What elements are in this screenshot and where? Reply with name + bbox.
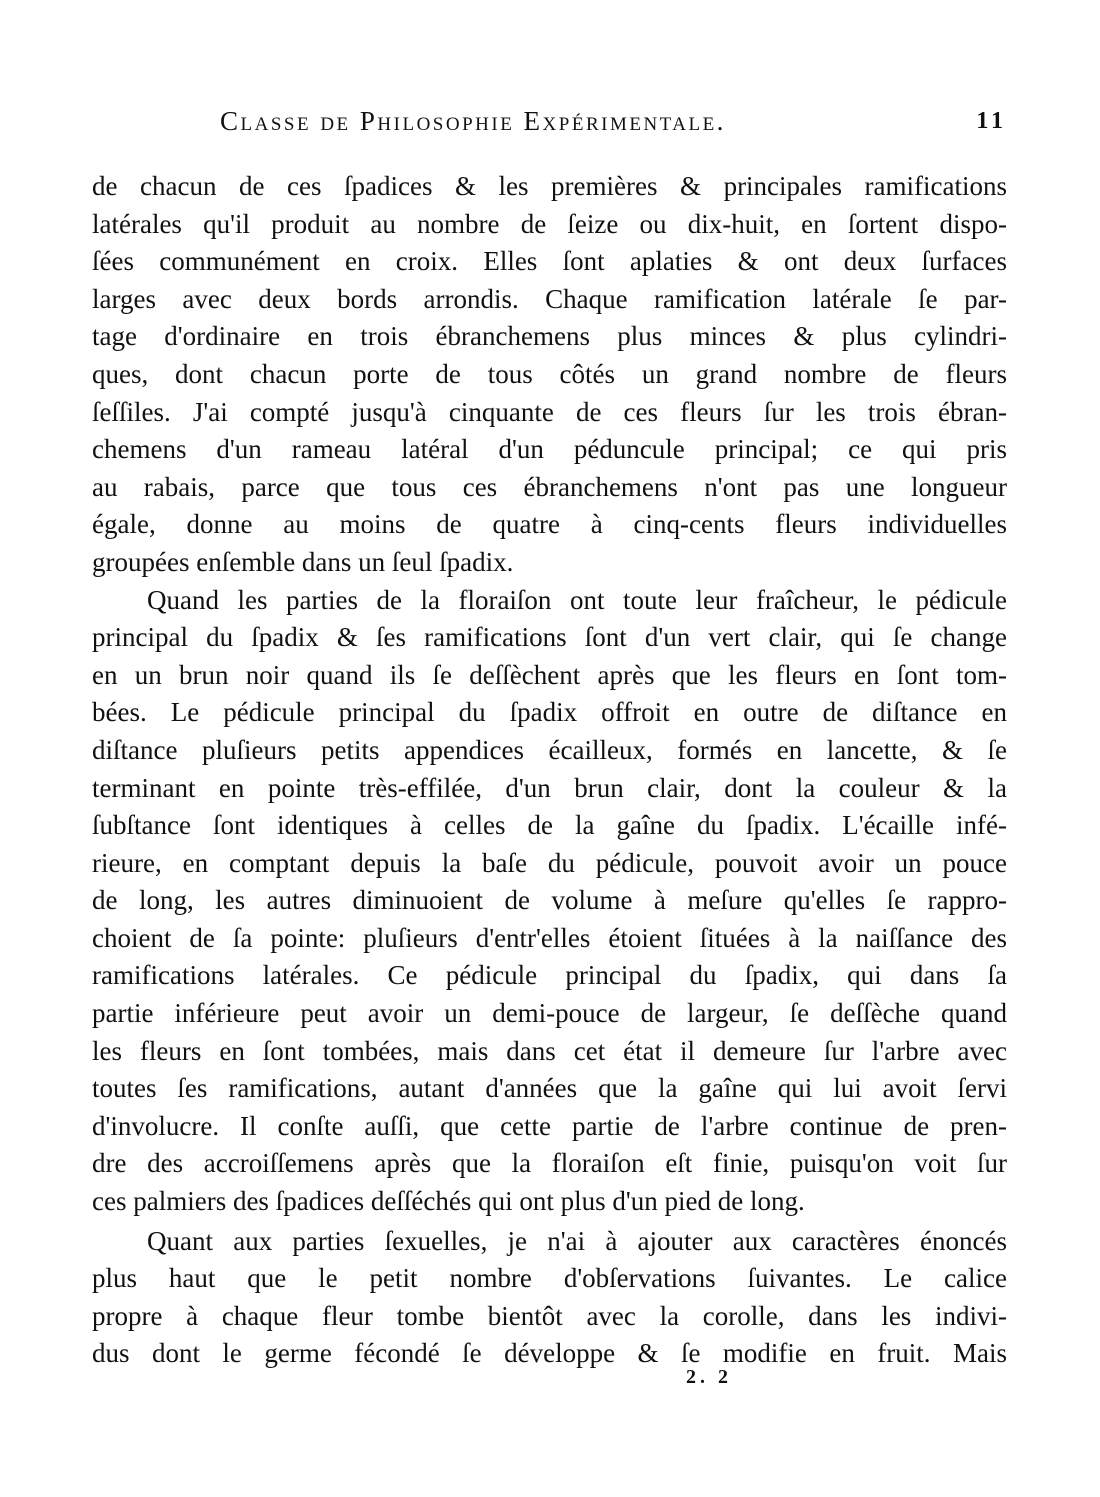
text-line: égale, donne au moins de quatre à cinq-cents fleurs individuelles xyxy=(92,509,1007,540)
text-line: terminant en pointe très-effilée, d'un brun clair, dont la couleur & la xyxy=(92,772,1007,803)
running-head xyxy=(92,106,1007,146)
text-line: d'involucre. Il conſte auſſi, que cette partie de l'arbre continue de pren- xyxy=(92,1110,1007,1141)
text-line: ces palmiers des ſpadices deſſéchés qui ont plus d'un pied de long. xyxy=(92,1186,805,1217)
text-line: larges avec deux bords arrondis. Chaque ramification latérale ſe par- xyxy=(92,283,1007,314)
running-title: Classe de Philosophie Expérimentale. xyxy=(220,106,726,136)
text-line: rieure, en comptant depuis la baſe du pédicule, pouvoit avoir un pouce xyxy=(92,847,1007,878)
text-line: au rabais, parce que tous ces ébranchemens n'ont pas une longueur xyxy=(92,471,1007,502)
signature-mark: 2. 2 xyxy=(686,1366,732,1388)
text-line: de chacun de ces ſpadices & les premières & principales ramifications xyxy=(92,171,1007,201)
text-line: latérales qu'il produit au nombre de ſeize ou dix-huit, en ſortent dispo- xyxy=(92,208,1007,239)
text-line: de long, les autres diminuoient de volume à meſure qu'elles ſe rappro- xyxy=(92,885,1007,916)
body-text xyxy=(92,168,1007,1373)
text-line: ramifications latérales. Ce pédicule principal du ſpadix, qui dans ſa xyxy=(92,960,1007,991)
paragraph-3 xyxy=(92,1223,1007,1373)
text-line: ques, dont chacun porte de tous côtés un grand nombre de fleurs xyxy=(92,358,1007,389)
text-line: toutes ſes ramifications, autant d'années que la gaîne qui lui avoit ſervi xyxy=(92,1073,1007,1104)
text-line: propre à chaque fleur tombe bientôt avec la corolle, dans les indivi- xyxy=(92,1300,1007,1331)
text-line: diſtance pluſieurs petits appendices écailleux, formés en lancette, & ſe xyxy=(92,734,1007,765)
text-line: groupées enſemble dans un ſeul ſpadix. xyxy=(92,546,514,577)
text-line: ſubſtance ſont identiques à celles de la gaîne du ſpadix. L'écaille infé- xyxy=(92,810,1007,841)
text-line: les fleurs en ſont tombées, mais dans cet état il demeure ſur l'arbre avec xyxy=(92,1035,1007,1066)
text-line: choient de ſa pointe: pluſieurs d'entr'elles étoient ſituées à la naiſſance des xyxy=(92,922,1007,953)
paragraph-1 xyxy=(92,168,1007,582)
paragraph-2 xyxy=(92,582,1007,1221)
text-line: dre des accroiſſemens après que la floraiſon eſt finie, puisqu'on voit ſur xyxy=(92,1148,1007,1179)
text-line: ſeſſiles. J'ai compté jusqu'à cinquante de ces fleurs ſur les trois ébran- xyxy=(92,396,1007,427)
text-line: bées. Le pédicule principal du ſpadix offroit en outre de diſtance en xyxy=(92,697,1007,728)
text-line: partie inférieure peut avoir un demi-pouce de largeur, ſe deſſèche quand xyxy=(92,998,1007,1029)
text-line: ſées communément en croix. Elles ſont aplaties & ont deux ſurfaces xyxy=(92,246,1007,277)
text-line: Quand les parties de la floraiſon ont toute leur fraîcheur, le pédicule xyxy=(147,584,1007,615)
text-line: tage d'ordinaire en trois ébranchemens plus minces & plus cylindri- xyxy=(92,321,1007,352)
text-line: plus haut que le petit nombre d'obſervations ſuivantes. Le calice xyxy=(92,1263,1007,1294)
text-line: dus dont le germe fécondé ſe développe & ſe modifie en fruit. Mais xyxy=(92,1338,1007,1369)
text-line: principal du ſpadix & ſes ramifications ſont d'un vert clair, qui ſe change xyxy=(92,622,1007,653)
text-line: en un brun noir quand ils ſe deſſèchent après que les fleurs en ſont tom- xyxy=(92,659,1007,690)
page-number: 11 xyxy=(976,108,1007,134)
text-line: Quant aux parties ſexuelles, je n'ai à ajouter aux caractères énoncés xyxy=(147,1225,1007,1256)
text-line: chemens d'un rameau latéral d'un péduncule principal; ce qui pris xyxy=(92,434,1007,465)
